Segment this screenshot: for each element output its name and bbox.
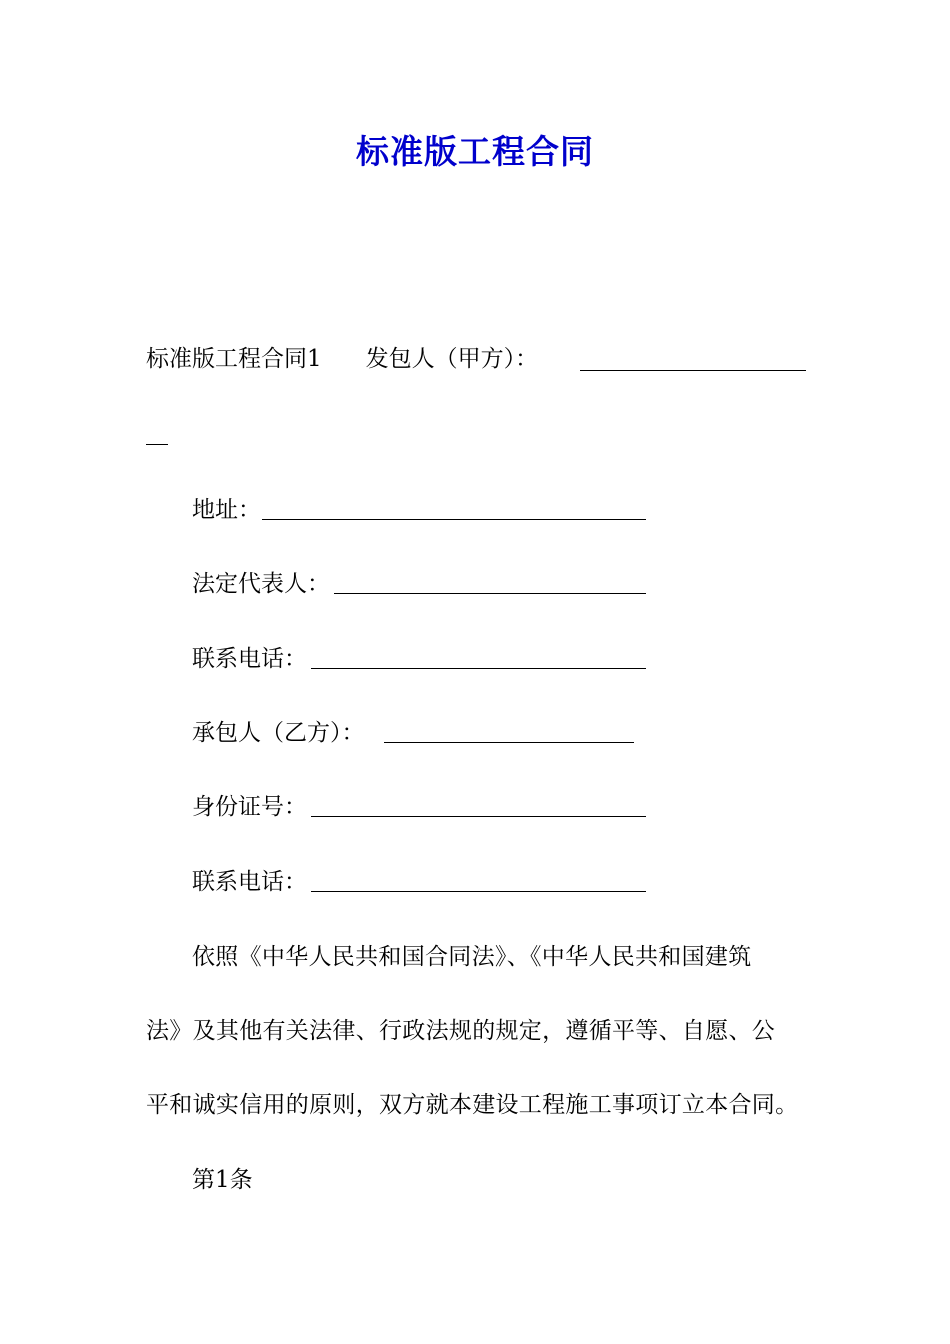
field-phone-b [192, 865, 307, 899]
field-label: 法定代表人： [192, 571, 330, 597]
field-address [192, 493, 261, 527]
field-label: 地址： [192, 497, 261, 523]
field-legal-rep [192, 567, 330, 601]
field-label: 联系电话： [192, 646, 307, 672]
article-heading: 第1条 [192, 1167, 253, 1193]
party-a-blank[interactable] [580, 370, 806, 371]
party-b-blank[interactable] [384, 742, 634, 743]
field-label: 承包人（乙方）： [192, 720, 365, 746]
address-blank[interactable] [262, 519, 646, 520]
field-label: 身份证号： [192, 794, 307, 820]
header-line [146, 342, 538, 376]
phone-b-blank[interactable] [311, 891, 646, 892]
id-number-blank[interactable] [311, 816, 646, 817]
phone-a-blank[interactable] [311, 668, 646, 669]
paragraph-line: 依照《中华人民共和国合同法》、《中华人民共和国建筑 [192, 944, 752, 970]
legal-rep-blank[interactable] [334, 593, 646, 594]
party-a-label: 发包人（甲方）： [365, 346, 539, 372]
paragraph-line: 平和诚实信用的原则，双方就本建设工程施工事项订立本合同。 [146, 1092, 799, 1118]
field-party-b [192, 716, 365, 750]
field-phone-a [192, 642, 307, 676]
paragraph-line: 法》及其他有关法律、行政法规的规定，遵循平等、自愿、公 [146, 1018, 776, 1044]
field-id-number [192, 790, 307, 824]
party-a-blank-continued[interactable] [146, 444, 168, 445]
doc-label: 标准版工程合同1 [146, 346, 322, 372]
document-title: 标准版工程合同 [356, 132, 594, 171]
field-label: 联系电话： [192, 869, 307, 895]
